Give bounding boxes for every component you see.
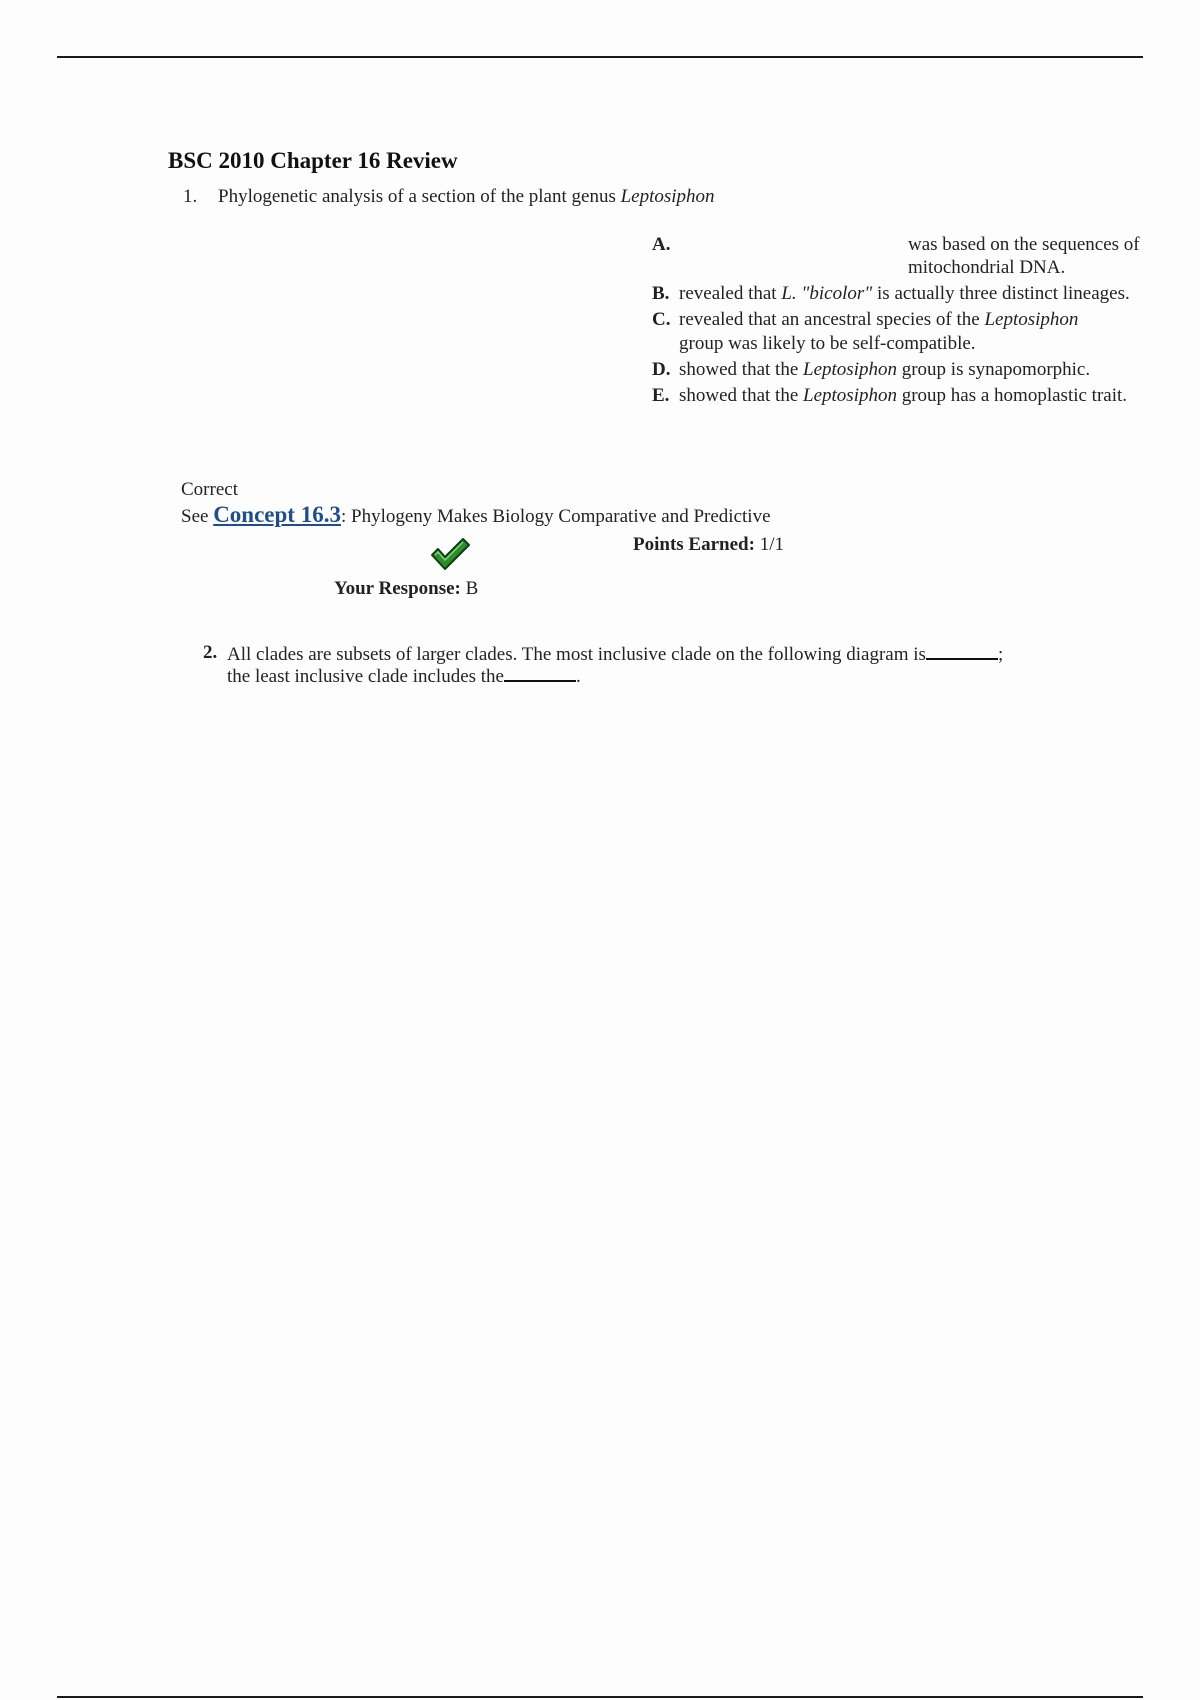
your-response [334, 578, 478, 600]
question-1-genus: Leptosiphon [620, 186, 715, 207]
option-a-letter: A. [652, 234, 671, 255]
option-e-letter: E. [652, 385, 670, 406]
question-2-number: 2. [203, 642, 218, 663]
blank-2 [504, 663, 576, 682]
concept-title: : Phylogeny Makes Biology Comparative and Predictive [340, 506, 771, 527]
concept-link[interactable]: Concept 16.3 [213, 502, 341, 527]
concept-reference [181, 502, 771, 528]
points-earned [633, 534, 784, 556]
option-a-line2: mitochondrial DNA. [908, 257, 1066, 278]
question-2-line2: the least inclusive clade includes the . [227, 663, 581, 688]
option-e-text: showed that the Leptosiphon group has a homoplastic trait. [679, 385, 1128, 406]
option-b-text: revealed that L. "bicolor" is actually three distinct lineages. [679, 283, 1130, 304]
response-value: B [465, 578, 479, 599]
option-c-letter: C. [652, 309, 671, 330]
page-title: BSC 2010 Chapter 16 Review [168, 148, 458, 173]
bottom-rule [57, 1696, 1143, 1698]
question-1-stem [183, 186, 715, 208]
question-1-text: Phylogenetic analysis of a section of the plant genus [218, 186, 621, 207]
option-a-line1: was based on the sequences of [908, 234, 1140, 255]
top-rule [57, 56, 1143, 58]
question-2-line1: All clades are subsets of larger clades. The most inclusive clade on the following diagram is ; [227, 641, 1003, 666]
see-prefix: See [181, 506, 214, 527]
question-1-number: 1. [183, 186, 198, 207]
points-value: 1/1 [759, 534, 784, 555]
option-d-text: showed that the Leptosiphon group is synapomorphic. [679, 359, 1091, 380]
feedback-status: Correct [181, 479, 238, 500]
blank-1 [926, 641, 998, 660]
option-c-line2: group was likely to be self-compatible. [679, 333, 976, 354]
option-b-letter: B. [652, 283, 670, 304]
points-label: Points Earned: [633, 534, 755, 555]
option-c-line1: revealed that an ancestral species of the Leptosiphon [679, 309, 1079, 330]
option-d-letter: D. [652, 359, 671, 380]
response-label: Your Response: [334, 578, 461, 599]
checkmark-icon [429, 536, 471, 572]
